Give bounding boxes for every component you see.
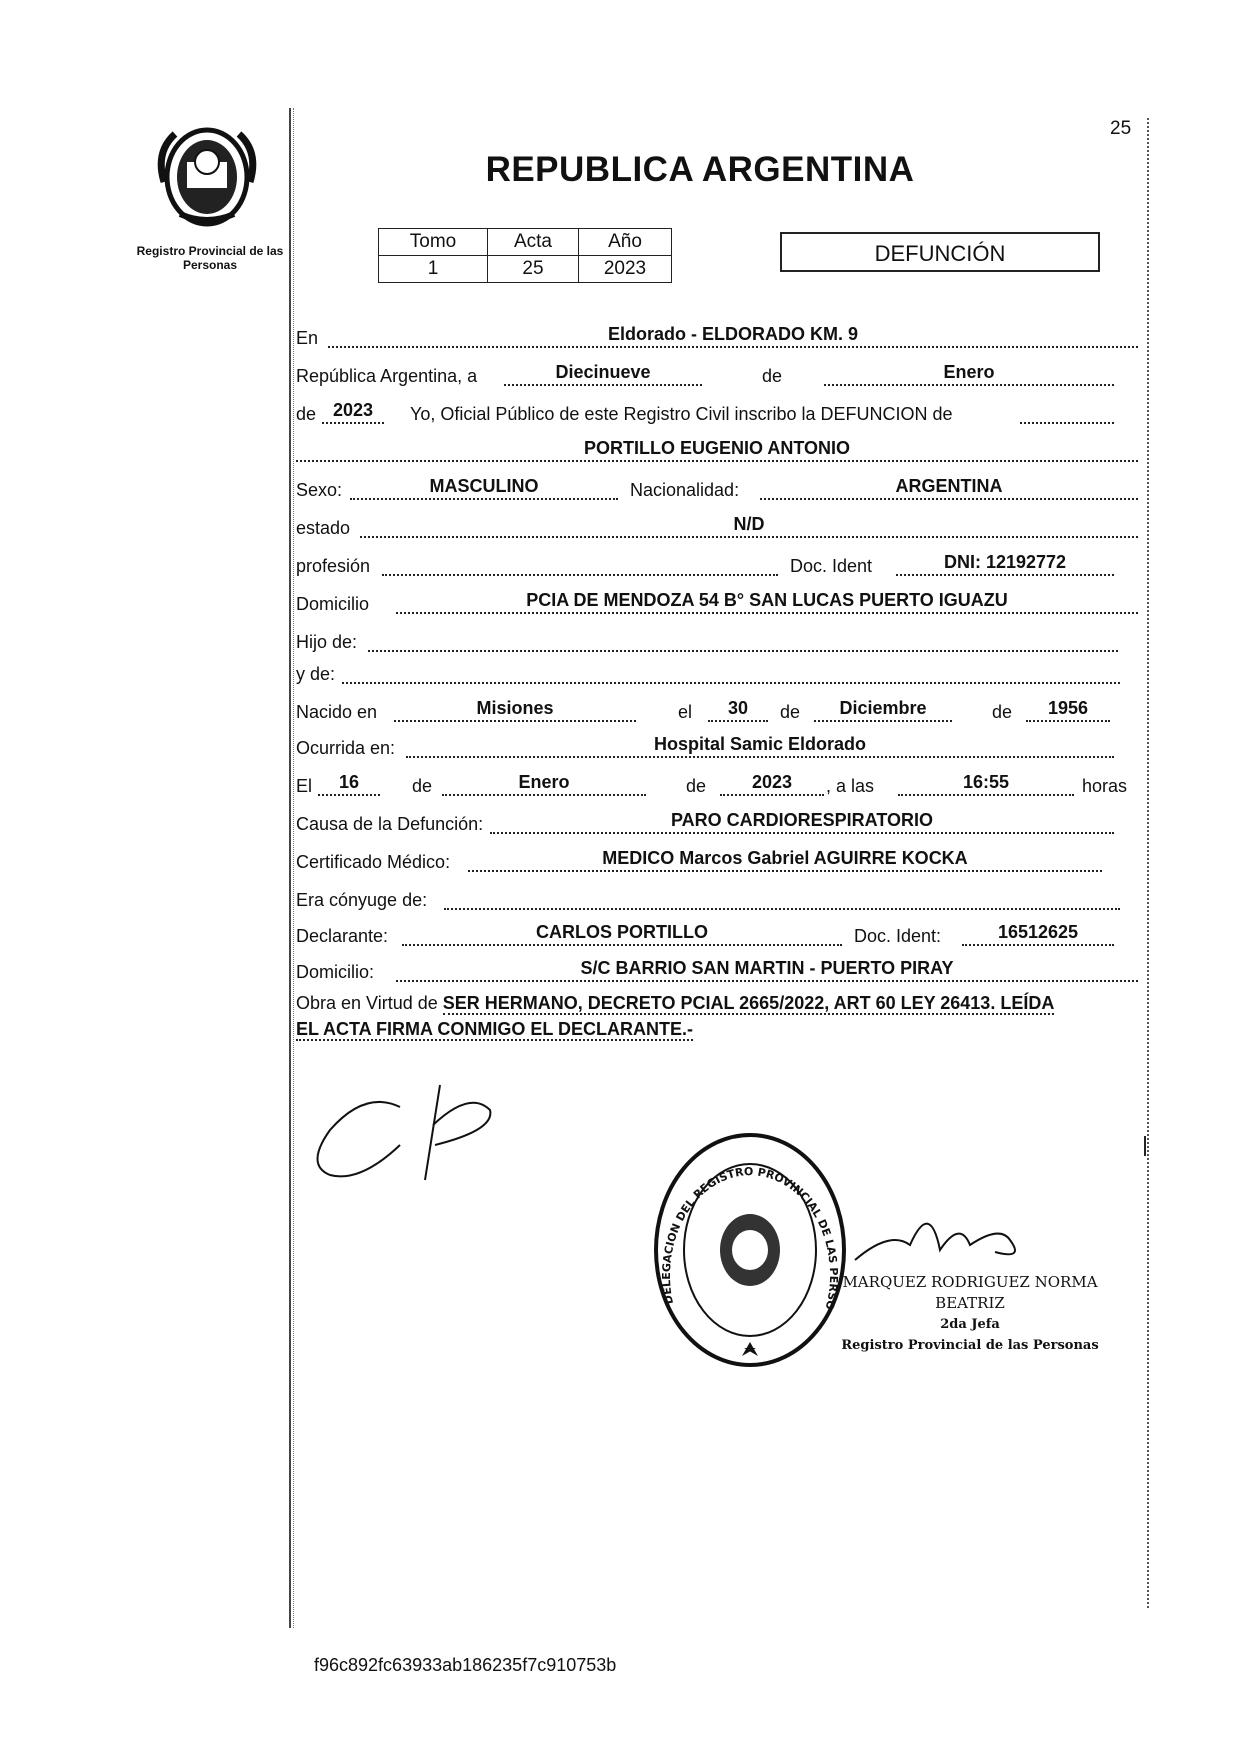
- row-date: [296, 360, 1138, 390]
- month-field: Enero: [824, 360, 1114, 386]
- death-time-field: 16:55: [898, 770, 1074, 796]
- row-nacido: [296, 696, 1138, 726]
- de-label: de: [762, 366, 783, 386]
- el2-label: El: [296, 776, 313, 796]
- sexo-label: Sexo:: [296, 480, 343, 500]
- year-field: 2023: [322, 398, 384, 424]
- nacionalidad-label: Nacionalidad:: [630, 480, 740, 500]
- declarante-field: CARLOS PORTILLO: [402, 920, 842, 946]
- ocurrida-label: Ocurrida en:: [296, 738, 396, 758]
- en-field: Eldorado - ELDORADO KM. 9: [328, 322, 1138, 348]
- statement-blank: [1020, 398, 1114, 424]
- hijo-de-field: [368, 626, 1118, 652]
- sexo-field: MASCULINO: [350, 474, 618, 500]
- birth-month-field: Diciembre: [814, 696, 952, 722]
- declarant-signature: [305, 1075, 505, 1195]
- officer-block: [840, 1272, 1100, 1356]
- decl-doc-label: Doc. Ident:: [854, 926, 942, 946]
- ano-value: 2023: [579, 256, 672, 283]
- obra-value-line1: SER HERMANO, DECRETO PCIAL 2665/2022, ART 60 LEY 26413. LEÍDA: [442, 993, 1055, 1013]
- row-estado: [296, 512, 1138, 542]
- row-domicilio-declarante: [296, 956, 1138, 986]
- row-statement: [296, 398, 1138, 428]
- page-title: REPUBLICA ARGENTINA: [485, 150, 915, 189]
- officer-signature: [850, 1190, 1050, 1270]
- y-de-field: [342, 658, 1120, 684]
- record-type-box: DEFUNCIÓN: [780, 232, 1100, 272]
- acta-value: 25: [488, 256, 579, 283]
- decl-doc-field: 16512625: [962, 920, 1114, 946]
- causa-field: PARO CARDIORESPIRATORIO: [490, 808, 1114, 834]
- el-label: el: [678, 702, 693, 722]
- obra-label: Obra en Virtud de: [296, 993, 438, 1013]
- birth-year-field: 1956: [1026, 696, 1110, 722]
- causa-label: Causa de la Defunción:: [296, 814, 484, 834]
- nacido-field: Misiones: [394, 696, 636, 722]
- nacido-label: Nacido en: [296, 702, 378, 722]
- a-las-label: , a las: [826, 776, 875, 796]
- row-profesion: [296, 550, 1138, 580]
- estado-label: estado: [296, 518, 351, 538]
- tomo-value: 1: [379, 256, 488, 283]
- margin-mark: [1144, 1136, 1146, 1156]
- acta-header: Acta: [488, 229, 579, 256]
- conyuge-field: [444, 884, 1120, 910]
- row-certificado: [296, 846, 1138, 876]
- tomo-header: Tomo: [379, 229, 488, 256]
- birth-de2-label: de: [992, 702, 1013, 722]
- officer-role: 2da Jefa: [940, 1317, 1000, 1332]
- declarante-label: Declarante:: [296, 926, 389, 946]
- deceased-name-field: PORTILLO EUGENIO ANTONIO: [296, 436, 1138, 462]
- row-death-date: [296, 770, 1138, 800]
- document-hash: f96c892fc63933ab186235f7c910753b: [314, 1655, 617, 1675]
- domicilio2-field: S/C BARRIO SAN MARTIN - PUERTO PIRAY: [396, 956, 1138, 982]
- row-en: [296, 322, 1138, 352]
- doc-ident-label: Doc. Ident: [790, 556, 873, 576]
- profesion-label: profesión: [296, 556, 371, 576]
- death-year-field: 2023: [720, 770, 824, 796]
- death-month-field: Enero: [442, 770, 646, 796]
- death-de1-label: de: [412, 776, 433, 796]
- birth-day-field: 30: [708, 696, 768, 722]
- certificado-field: MEDICO Marcos Gabriel AGUIRRE KOCKA: [468, 846, 1102, 872]
- horas-label: horas: [1082, 776, 1128, 796]
- row-causa: [296, 808, 1138, 838]
- row-conyuge: [296, 884, 1138, 914]
- domicilio2-label: Domicilio:: [296, 962, 375, 982]
- officer-org: Registro Provincial de las Personas: [841, 1338, 1099, 1353]
- day-field: Diecinueve: [504, 360, 702, 386]
- page-number: 25: [1110, 118, 1132, 139]
- left-margin-line: [289, 108, 291, 1628]
- official-stamp: [650, 1130, 850, 1370]
- ocurrida-field: Hospital Samic Eldorado: [406, 732, 1114, 758]
- domicilio-field: PCIA DE MENDOZA 54 B° SAN LUCAS PUERTO IGUAZU: [396, 588, 1138, 614]
- profesion-field: [382, 550, 778, 576]
- statement-text: Yo, Oficial Público de este Registro Civil inscribo la DEFUNCION de: [410, 404, 953, 424]
- en-label: En: [296, 328, 319, 348]
- registry-label: Registro Provincial de las Personas: [136, 244, 284, 272]
- year-prefix-label: de: [296, 404, 317, 424]
- row-hijo-de: [296, 626, 1138, 656]
- ano-header: Año: [579, 229, 672, 256]
- officer-name: MARQUEZ RODRIGUEZ NORMA BEATRIZ: [842, 1273, 1098, 1312]
- certificado-label: Certificado Médico:: [296, 852, 451, 872]
- row-deceased-name: [296, 436, 1138, 466]
- row-declarante: [296, 920, 1138, 950]
- misiones-coat-of-arms-logo: [150, 122, 265, 232]
- obra-value-line2: EL ACTA FIRMA CONMIGO EL DECLARANTE.-: [296, 1019, 693, 1039]
- row-ocurrida: [296, 732, 1138, 762]
- row-sexo: [296, 474, 1138, 504]
- conyuge-label: Era cónyuge de:: [296, 890, 428, 910]
- tomo-acta-ano-table: [378, 228, 672, 283]
- doc-ident-field: DNI: 12192772: [896, 550, 1114, 576]
- death-de2-label: de: [686, 776, 707, 796]
- republica-label: República Argentina, a: [296, 366, 478, 386]
- right-margin-line: [1147, 118, 1149, 1608]
- hijo-de-label: Hijo de:: [296, 632, 358, 652]
- obra-en-virtud-paragraph: [296, 990, 1146, 1042]
- nacionalidad-field: ARGENTINA: [760, 474, 1138, 500]
- death-day-field: 16: [318, 770, 380, 796]
- y-de-label: y de:: [296, 664, 336, 684]
- birth-de1-label: de: [780, 702, 801, 722]
- stamp-text: DELEGACION DEL REGISTRO PROVINCIAL DE LAS PERSO: [659, 1165, 841, 1312]
- left-margin-dotted-line: [293, 108, 294, 1628]
- row-domicilio: [296, 588, 1138, 618]
- estado-field: N/D: [360, 512, 1138, 538]
- domicilio-label: Domicilio: [296, 594, 370, 614]
- row-y-de: [296, 658, 1138, 688]
